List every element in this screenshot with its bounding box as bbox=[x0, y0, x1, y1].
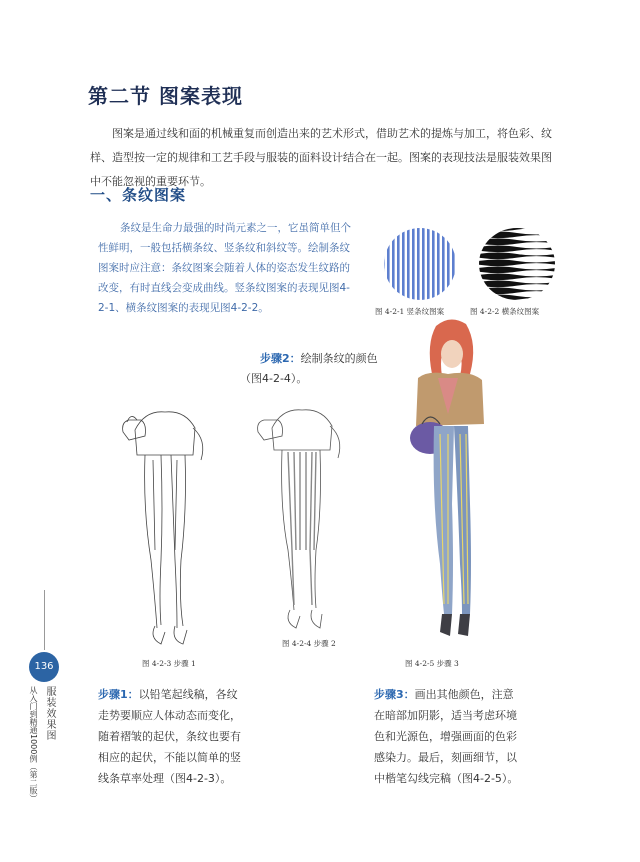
step1-label: 步骤1： bbox=[98, 688, 139, 701]
vertical-stripe bbox=[397, 226, 400, 302]
step3-text-block bbox=[374, 684, 524, 789]
figure-caption-4-2-3: 图 4-2-3 步骤 1 bbox=[142, 659, 196, 668]
step1-text: 以铅笔起线稿，各纹走势要顺应人体动态而变化，随着褶皱的起伏，条纹也要有相应的起伏，不能以简单的竖线条草率处理（图4-2-3）。 bbox=[98, 688, 241, 785]
step2-heading bbox=[260, 350, 378, 366]
step2-text: 绘制条纹的颜色 bbox=[300, 352, 378, 365]
figure-caption-4-2-4: 图 4-2-4 步骤 2 bbox=[282, 639, 336, 648]
vertical-stripe bbox=[417, 226, 420, 302]
fashion-sketch-step1 bbox=[115, 400, 225, 650]
step3-label: 步骤3： bbox=[374, 688, 415, 701]
step2-label: 步骤2： bbox=[260, 352, 301, 365]
vertical-stripe bbox=[392, 226, 395, 302]
sidebar-divider bbox=[44, 590, 45, 650]
section-title: 第二节 图案表现 bbox=[88, 84, 243, 108]
vertical-stripe bbox=[452, 226, 455, 302]
figure-caption-4-2-1: 图 4-2-1 竖条纹图案 bbox=[375, 307, 445, 316]
intro-paragraph: 图案是通过线和面的机械重复而创造出来的艺术形式，借助艺术的提炼与加工，将色彩、纹样、造型按一定的规律和工艺手段与服装的面料设计结合在一起。图案的表现技法是服装效果图中不能忽视的重要环节。 bbox=[90, 127, 552, 188]
vertical-stripe bbox=[437, 226, 440, 302]
figure-caption-4-2-5: 图 4-2-5 步骤 3 bbox=[405, 659, 459, 668]
vertical-stripe bbox=[412, 226, 415, 302]
vertical-stripe bbox=[402, 226, 405, 302]
vertical-stripe bbox=[447, 226, 450, 302]
book-title-vertical: 服装效果图 bbox=[44, 686, 55, 741]
vertical-stripe bbox=[457, 226, 460, 302]
vertical-stripe bbox=[432, 226, 435, 302]
page-number-badge: 136 bbox=[29, 652, 59, 682]
fashion-illustration-step3 bbox=[388, 314, 508, 654]
horizontal-stripe-swatch bbox=[478, 226, 556, 302]
vertical-stripe bbox=[442, 226, 445, 302]
vertical-stripe bbox=[427, 226, 430, 302]
vertical-stripe bbox=[387, 226, 390, 302]
stripe-paragraph: 条纹是生命力最强的时尚元素之一，它虽简单但个性鲜明，一般包括横条纹、竖条纹和斜纹等。绘制条纹图案时应注意：条纹图案会随着人体的姿态发生纹路的改变，有时直线会变成曲线。竖条纹图案的表现见图4-2-1、横条纹图案的表现见图4-2-2。 bbox=[98, 222, 351, 314]
vertical-stripe bbox=[382, 226, 385, 302]
step1-text-block bbox=[98, 684, 248, 789]
fashion-sketch-step2 bbox=[250, 400, 360, 630]
step3-text: 画出其他颜色，注意在暗部加阴影，适当考虑环境色和光源色，增强画面的色彩感染力。最后，刻画细节，以中楷笔勾线完稿（图4-2-5）。 bbox=[374, 688, 519, 785]
vertical-stripe bbox=[422, 226, 425, 302]
figure-caption-4-2-2: 图 4-2-2 横条纹图案 bbox=[470, 307, 540, 316]
step2-reference: （图4-2-4）。 bbox=[240, 372, 308, 385]
vertical-stripe-swatch bbox=[382, 226, 458, 302]
vertical-stripe bbox=[407, 226, 410, 302]
subsection-title: 一、条纹图案 bbox=[90, 186, 187, 204]
book-subtitle-vertical: 从入门到精通1000例（第二版） bbox=[29, 686, 38, 803]
